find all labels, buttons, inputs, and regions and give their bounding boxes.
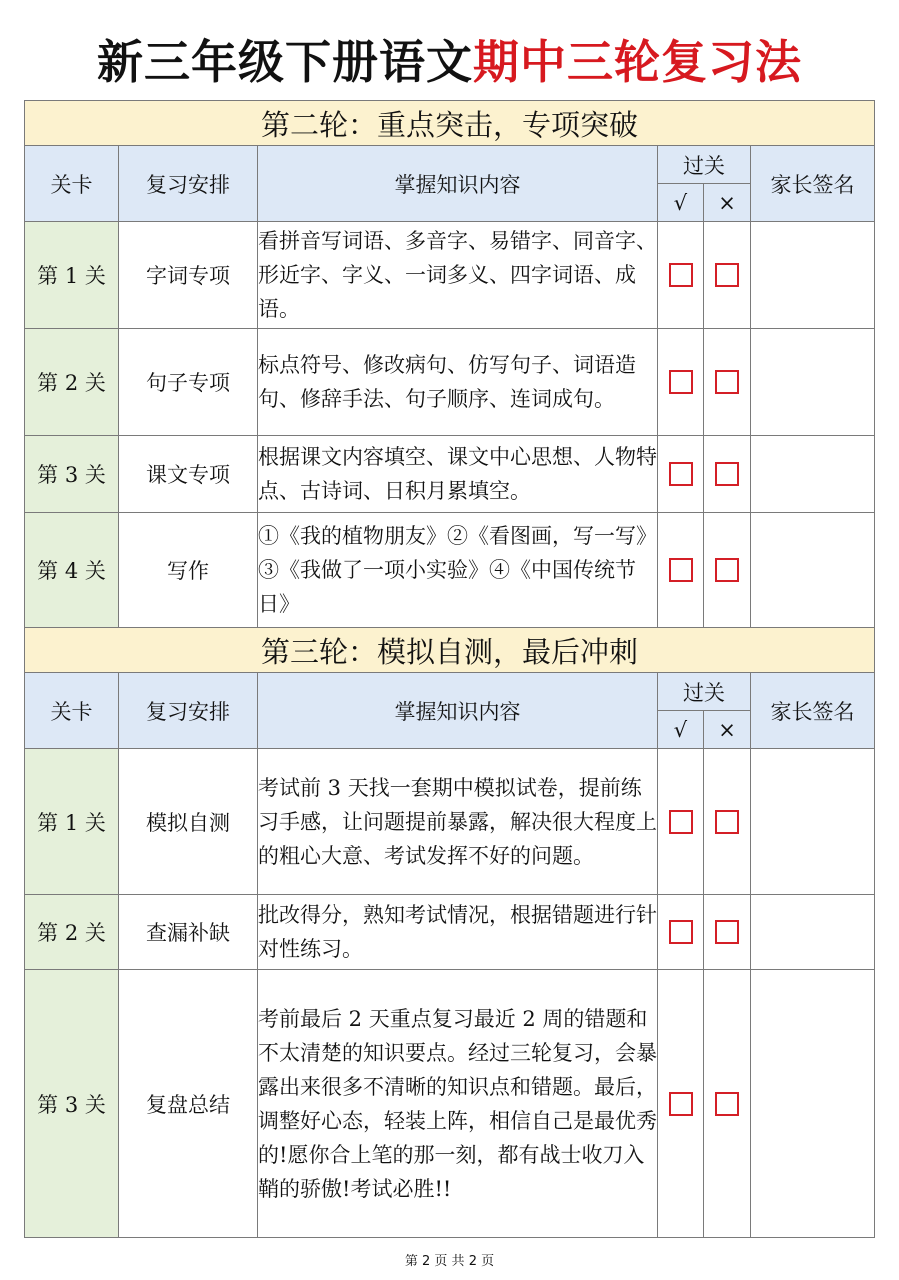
content-text: 批改得分，熟知考试情况，根据错题进行针对性练习。	[258, 895, 658, 970]
stage-label: 第 4 关	[25, 513, 119, 628]
content-text: 标点符号、修改病句、仿写句子、词语造句、修辞手法、句子顺序、连词成句。	[258, 329, 658, 436]
header-sign: 家长签名	[751, 673, 875, 749]
parent-signature-cell[interactable]	[751, 513, 875, 628]
plan-label: 写作	[119, 513, 258, 628]
plan-label: 课文专项	[119, 436, 258, 513]
content-text: ①《我的植物朋友》②《看图画，写一写》③《我做了一项小实验》④《中国传统节日》	[258, 513, 658, 628]
page-title	[0, 22, 899, 102]
round2-banner: 第二轮：重点突击，专项突破	[25, 101, 875, 146]
table-row	[25, 329, 875, 436]
header-plan: 复习安排	[119, 673, 258, 749]
page-footer: 第 2 页 共 2 页	[404, 1254, 495, 1269]
header-pass: 过关	[658, 146, 751, 184]
pass-checkbox[interactable]	[669, 370, 693, 394]
content-text: 根据课文内容填空、课文中心思想、人物特点、古诗词、日积月累填空。	[258, 436, 658, 513]
pass-checkbox[interactable]	[669, 462, 693, 486]
header-sign: 家长签名	[751, 146, 875, 222]
header-cross: ×	[704, 711, 751, 749]
header-stage: 关卡	[25, 146, 119, 222]
table-row	[25, 749, 875, 895]
parent-signature-cell[interactable]	[751, 436, 875, 513]
header-content: 掌握知识内容	[258, 146, 658, 222]
stage-label: 第 1 关	[25, 222, 119, 329]
plan-label: 复盘总结	[119, 970, 258, 1238]
header-check: √	[658, 184, 704, 222]
table-row	[25, 513, 875, 628]
content-text: 考试前 3 天找一套期中模拟试卷，提前练习手感，让问题提前暴露，解决很大程度上的粗心大意、考试发挥不好的问题。	[258, 749, 658, 895]
fail-checkbox[interactable]	[715, 810, 739, 834]
header-check: √	[658, 711, 704, 749]
stage-label: 第 2 关	[25, 895, 119, 970]
round3-banner: 第三轮：模拟自测，最后冲刺	[25, 628, 875, 673]
plan-label: 模拟自测	[119, 749, 258, 895]
content-text: 看拼音写词语、多音字、易错字、同音字、形近字、字义、一词多义、四字词语、成语。	[258, 222, 658, 329]
stage-label: 第 3 关	[25, 970, 119, 1238]
stage-label: 第 2 关	[25, 329, 119, 436]
header-plan: 复习安排	[119, 146, 258, 222]
title-part-red: 期中三轮复习法	[473, 35, 802, 89]
header-content: 掌握知识内容	[258, 673, 658, 749]
plan-label: 字词专项	[119, 222, 258, 329]
table-row	[25, 895, 875, 970]
pass-checkbox[interactable]	[669, 1092, 693, 1116]
pass-checkbox[interactable]	[669, 263, 693, 287]
fail-checkbox[interactable]	[715, 558, 739, 582]
parent-signature-cell[interactable]	[751, 749, 875, 895]
fail-checkbox[interactable]	[715, 1092, 739, 1116]
fail-checkbox[interactable]	[715, 370, 739, 394]
table-row	[25, 222, 875, 329]
round3-table	[24, 627, 875, 1238]
parent-signature-cell[interactable]	[751, 970, 875, 1238]
table-row	[25, 970, 875, 1238]
stage-label: 第 1 关	[25, 749, 119, 895]
parent-signature-cell[interactable]	[751, 329, 875, 436]
pass-checkbox[interactable]	[669, 920, 693, 944]
title-part-black: 新三年级下册语文	[97, 35, 473, 89]
plan-label: 句子专项	[119, 329, 258, 436]
header-cross: ×	[704, 184, 751, 222]
content-text: 考前最后 2 天重点复习最近 2 周的错题和不太清楚的知识要点。经过三轮复习，会暴露出来很多不清晰的知识点和错题。最后，调整好心态，轻装上阵，相信自己是最优秀的!愿你合上笔的那一刻，都有战士收刀入鞘的骄傲!考试必胜!!	[258, 970, 658, 1238]
stage-label: 第 3 关	[25, 436, 119, 513]
pass-checkbox[interactable]	[669, 558, 693, 582]
fail-checkbox[interactable]	[715, 263, 739, 287]
parent-signature-cell[interactable]	[751, 222, 875, 329]
round2-table	[24, 100, 875, 628]
parent-signature-cell[interactable]	[751, 895, 875, 970]
header-pass: 过关	[658, 673, 751, 711]
plan-label: 查漏补缺	[119, 895, 258, 970]
pass-checkbox[interactable]	[669, 810, 693, 834]
fail-checkbox[interactable]	[715, 462, 739, 486]
fail-checkbox[interactable]	[715, 920, 739, 944]
header-stage: 关卡	[25, 673, 119, 749]
table-row	[25, 436, 875, 513]
